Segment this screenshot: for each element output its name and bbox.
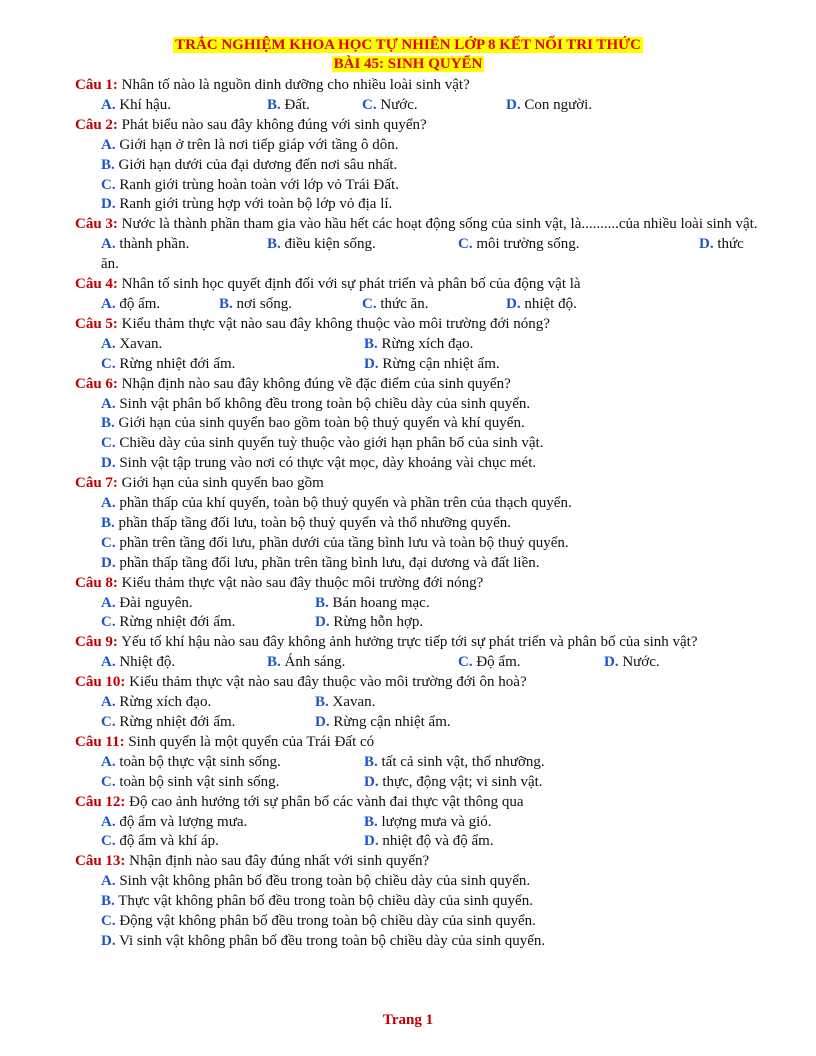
question-stem: Giới hạn của sinh quyển bao gồm	[121, 475, 324, 492]
question-stem: Nhận định nào sau đây không đúng về đặc điểm của sinh quyển?	[121, 375, 511, 392]
question-number: Câu 8:	[75, 574, 118, 591]
option-a[interactable]: A. độ ẩm và lượng mưa.	[101, 813, 248, 830]
lesson-title: BÀI 45: SINH QUYỂN	[333, 56, 483, 72]
option-a[interactable]: A. phần thấp của khí quyển, toàn bộ thuỷ quyển và phần trên của thạch quyển.	[101, 495, 572, 512]
option-b[interactable]: B. phần thấp tầng đối lưu, toàn bộ thuỷ quyển và thổ nhưỡng quyển.	[101, 514, 511, 531]
question-1	[75, 76, 765, 116]
option-d[interactable]: D. thực, động vật; vi sinh vật.	[364, 773, 543, 790]
option-d[interactable]: D. Rừng cận nhiệt ẩm.	[364, 355, 500, 372]
option-b[interactable]: B. Giới hạn của sinh quyển bao gồm toàn bộ thuỷ quyển và khí quyển.	[101, 415, 525, 432]
question-number: Câu 3:	[75, 216, 118, 233]
question-number: Câu 13:	[75, 853, 126, 870]
question-3	[75, 215, 765, 275]
option-b[interactable]: B. Bán hoang mạc.	[315, 594, 430, 611]
question-5	[75, 315, 765, 375]
question-8	[75, 574, 765, 634]
question-number: Câu 12:	[75, 793, 126, 810]
question-stem: Sinh quyển là một quyển của Trái Đất có	[128, 733, 375, 750]
question-number: Câu 5:	[75, 315, 118, 332]
option-d[interactable]: D. Vi sinh vật không phân bố đều trong toàn bộ chiều dày của sinh quyển.	[101, 932, 546, 949]
option-a[interactable]: A. Đài nguyên.	[101, 594, 193, 611]
option-c[interactable]: C. Nước.	[362, 96, 418, 113]
option-c[interactable]: C. Rừng nhiệt đới ẩm.	[101, 714, 236, 730]
question-4	[75, 275, 765, 315]
option-a[interactable]: A. toàn bộ thực vật sinh sống.	[101, 753, 281, 770]
option-d[interactable]: D. nhiệt độ và độ ẩm.	[364, 833, 494, 850]
option-c[interactable]: C. thức ăn.	[362, 295, 429, 312]
document-header	[0, 36, 816, 74]
option-d[interactable]: D. Ranh giới trùng hợp với toàn bộ lớp vỏ địa lí.	[101, 196, 393, 213]
question-number: Câu 4:	[75, 276, 118, 293]
question-list	[75, 76, 765, 952]
question-13	[75, 852, 765, 952]
option-b[interactable]: B. lượng mưa và gió.	[364, 813, 492, 830]
option-d[interactable]: D. Con người.	[506, 96, 593, 113]
option-c[interactable]: C. Rừng nhiệt đới ẩm.	[101, 614, 236, 631]
option-c[interactable]: C. toàn bộ sinh vật sinh sống.	[101, 773, 280, 790]
question-stem: Phát biểu nào sau đây không đúng với sinh quyển?	[121, 116, 427, 133]
question-stem: Yếu tố khí hậu nào sau đây không ảnh hưởng trực tiếp tới sự phát triển và phân bố của sinh vật?	[121, 634, 698, 651]
question-number: Câu 2:	[75, 116, 118, 133]
option-a[interactable]: A. Sinh vật không phân bố đều trong toàn bộ chiều dày của sinh quyển.	[101, 873, 531, 890]
option-b[interactable]: B. Ánh sáng.	[267, 654, 346, 671]
option-c[interactable]: C. Động vật không phân bố đều trong toàn bộ chiều dày của sinh quyển.	[101, 913, 536, 930]
option-c[interactable]: C. Ranh giới trùng hoàn toàn với lớp vỏ Trái Đất.	[101, 176, 399, 193]
option-d[interactable]: D. thức	[699, 236, 744, 253]
question-11	[75, 733, 765, 793]
question-stem: Kiểu thảm thực vật nào sau đây không thuộc vào môi trường đới nóng?	[121, 315, 550, 332]
option-b[interactable]: B. Giới hạn dưới của đại dương đến nơi sâu nhất.	[101, 156, 398, 173]
question-stem: Nước là thành phần tham gia vào hầu hết các hoạt động sống của sinh vật, là..........của nhiều loài sinh vật.	[121, 216, 758, 233]
question-number: Câu 10:	[75, 674, 126, 691]
option-d[interactable]: D. Sinh vật tập trung vào nơi có thực vật mọc, dày khoảng vài chục mét.	[101, 455, 537, 472]
option-c[interactable]: C. Chiều dày của sinh quyển tuỳ thuộc vào giới hạn phân bố của sinh vật.	[101, 435, 544, 452]
option-d[interactable]: D. Rừng hỗn hợp.	[315, 614, 424, 631]
question-number: Câu 1:	[75, 77, 118, 93]
option-a[interactable]: A. thành phần.	[101, 236, 190, 253]
option-a[interactable]: A. Khí hậu.	[101, 96, 172, 113]
question-stem: Kiểu thảm thực vật nào sau đây thuộc vào môi trường đới ôn hoà?	[129, 674, 527, 691]
option-a[interactable]: A. Xavan.	[101, 335, 163, 352]
option-a[interactable]: A. Rừng xích đạo.	[101, 694, 212, 711]
option-d[interactable]: D. phần thấp tầng đối lưu, phần trên tầng bình lưu, đại dương và đất liền.	[101, 554, 540, 571]
document-title: TRẮC NGHIỆM KHOA HỌC TỰ NHIÊN LỚP 8 KẾT NỐI TRI THỨC	[175, 37, 641, 53]
option-d-wrap: ăn.	[101, 256, 119, 273]
question-number: Câu 9:	[75, 634, 118, 651]
option-c[interactable]: C. Rừng nhiệt đới ẩm.	[101, 355, 236, 372]
option-d[interactable]: D. Nước.	[604, 654, 660, 671]
question-2	[75, 116, 765, 216]
question-number: Câu 7:	[75, 475, 118, 492]
option-a[interactable]: A. Sinh vật phân bố không đều trong toàn bộ chiều dày của sinh quyển.	[101, 395, 531, 412]
option-b[interactable]: B. tất cả sinh vật, thổ nhưỡng.	[364, 753, 545, 770]
question-stem: Độ cao ảnh hưởng tới sự phân bố các vành đai thực vật thông qua	[129, 793, 524, 810]
option-a[interactable]: A. độ ẩm.	[101, 295, 161, 312]
option-b[interactable]: B. nơi sống.	[219, 295, 292, 312]
question-9	[75, 633, 765, 673]
question-stem: Nhân tố nào là nguồn dinh dưỡng cho nhiều loài sinh vật?	[121, 77, 470, 93]
question-stem: Kiểu thảm thực vật nào sau đây thuộc môi trường đới nóng?	[121, 574, 484, 591]
question-12	[75, 793, 765, 853]
question-6	[75, 375, 765, 475]
option-c[interactable]: C. độ ẩm và khí áp.	[101, 833, 219, 850]
option-b[interactable]: B. Thực vật không phân bố đều trong toàn bộ chiều dày của sinh quyển.	[101, 893, 533, 910]
option-c[interactable]: C. môi trường sống.	[458, 236, 580, 253]
question-stem: Nhân tố sinh học quyết định đối với sự phát triển và phân bố của động vật là	[121, 276, 581, 293]
page-number: Trang 1	[382, 1012, 434, 1028]
question-stem: Nhận định nào sau đây đúng nhất với sinh quyển?	[129, 853, 430, 870]
option-d[interactable]: D. Rừng cận nhiệt ẩm.	[315, 714, 451, 730]
question-7	[75, 474, 765, 574]
option-b[interactable]: B. Đất.	[267, 96, 310, 113]
question-10	[75, 673, 765, 733]
option-b[interactable]: B. điều kiện sống.	[267, 236, 376, 253]
option-b[interactable]: B. Xavan.	[315, 694, 376, 711]
option-d[interactable]: D. nhiệt độ.	[506, 295, 577, 312]
question-number: Câu 11:	[75, 733, 125, 750]
question-number: Câu 6:	[75, 375, 118, 392]
option-c[interactable]: C. phần trên tầng đối lưu, phần dưới của tầng bình lưu và toàn bộ thuỷ quyển.	[101, 534, 569, 551]
option-a[interactable]: A. Nhiệt độ.	[101, 654, 176, 671]
option-a[interactable]: A. Giới hạn ở trên là nơi tiếp giáp với tầng ô dôn.	[101, 136, 399, 153]
option-c[interactable]: C. Độ ẩm.	[458, 654, 521, 671]
option-b[interactable]: B. Rừng xích đạo.	[364, 335, 474, 352]
